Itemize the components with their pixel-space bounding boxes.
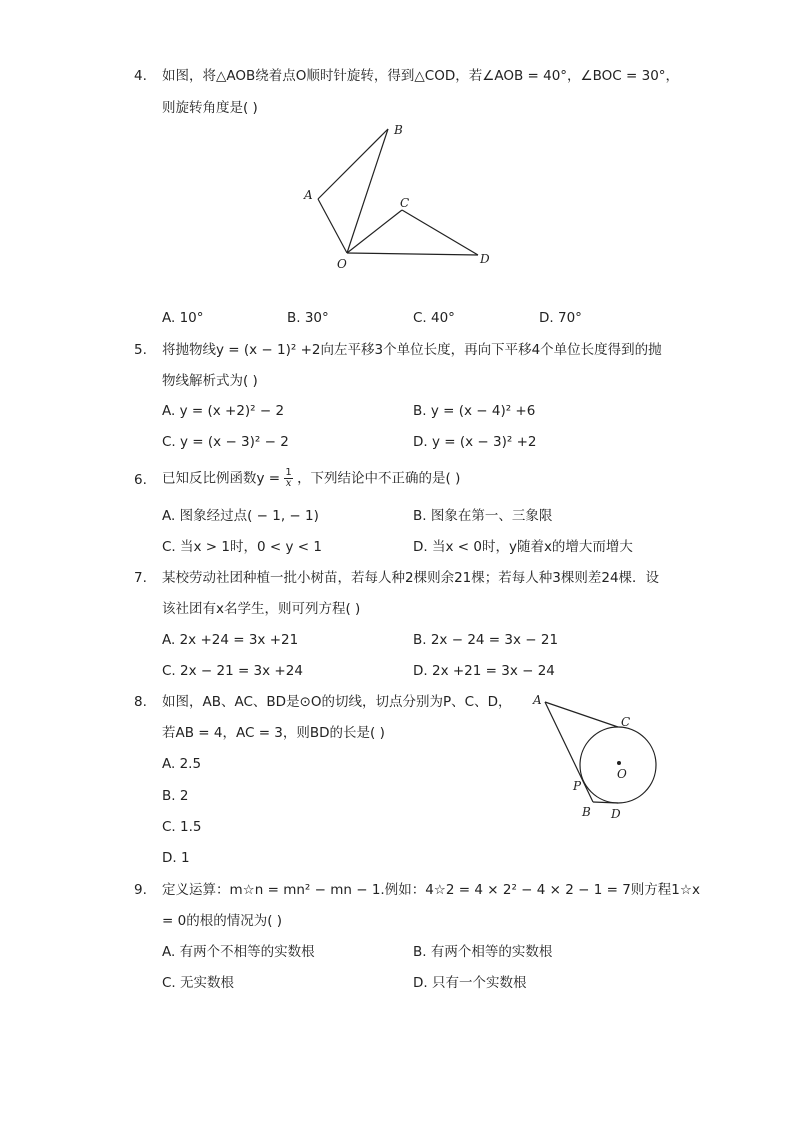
question-number: 6. xyxy=(134,472,147,488)
label-d: D xyxy=(611,807,621,821)
option-a: A. 有两个不相等的实数根 xyxy=(162,944,315,960)
question-text-line-1: 某校劳动社团种植一批小树苗，若每人种2棵则余21棵；若每人种3棵则差24棵．设 xyxy=(162,570,660,586)
tangent-bd xyxy=(593,802,618,803)
question-text-line-2: 若AB = 4，AC = 3，则BD的长是( ) xyxy=(162,725,385,741)
option-c: C. 40° xyxy=(413,310,455,326)
label-p: P xyxy=(573,779,582,793)
option-d: D. 2x +21 = 3x − 24 xyxy=(413,663,555,679)
option-a: A. 2x +24 = 3x +21 xyxy=(162,632,299,648)
question-number: 8. xyxy=(134,694,147,710)
tangent-ab xyxy=(545,702,593,802)
label-o: O xyxy=(337,257,347,271)
option-b: B. 图象在第一、三象限 xyxy=(413,508,553,524)
option-d: D. 当x < 0时，y随着x的增大而增大 xyxy=(413,539,633,555)
option-d: D. 70° xyxy=(539,310,582,326)
question-text-start: 已知反比例函数y = xyxy=(162,470,281,487)
question-text-line-1: 将抛物线y = (x − 1)² +2向左平移3个单位长度，再向下平移4个单位长度得到的抛 xyxy=(162,342,662,358)
option-b: B. 有两个相等的实数根 xyxy=(413,944,553,960)
label-a: A xyxy=(304,188,313,202)
segment-ab xyxy=(318,129,388,199)
option-c: C. 无实数根 xyxy=(162,975,235,991)
question-text-end: ，下列结论中不正确的是( ) xyxy=(297,470,461,487)
label-c: C xyxy=(621,715,631,729)
segment-od xyxy=(347,253,478,255)
option-a: A. 10° xyxy=(162,310,204,326)
segment-ao xyxy=(318,199,347,253)
option-b: B. 2x − 24 = 3x − 21 xyxy=(413,632,559,648)
segment-oc xyxy=(347,210,402,253)
question-text-line-2: 则旋转角度是( ) xyxy=(162,100,258,116)
label-o: O xyxy=(617,767,627,781)
option-b: B. 2 xyxy=(162,788,189,804)
question-number: 9. xyxy=(134,882,147,898)
circle-o xyxy=(580,727,656,803)
label-c: C xyxy=(400,196,410,210)
question-text-line-1: 如图，将△AOB绕着点O顺时针旋转，得到△COD，若∠AOB = 40°，∠BOC = 30°， xyxy=(162,68,680,84)
tangent-circle-figure xyxy=(528,690,668,825)
fraction-denominator: x xyxy=(285,478,292,489)
option-c: C. 当x > 1时，0 < y < 1 xyxy=(162,539,322,555)
question-number: 7. xyxy=(134,570,147,586)
option-c: C. 1.5 xyxy=(162,819,202,835)
rotation-figure xyxy=(290,118,510,278)
question-number: 5. xyxy=(134,342,147,358)
center-point xyxy=(617,761,621,765)
question-text-line-2: 物线解析式为( ) xyxy=(162,373,258,389)
question-text-line-1: 定义运算：m☆n = mn² − mn − 1.例如：4☆2 = 4 × 2² − 4 × 2 − 1 = 7则方程1☆x xyxy=(162,882,700,898)
option-d: D. 1 xyxy=(162,850,190,866)
label-b: B xyxy=(394,123,403,137)
option-d: D. y = (x − 3)² +2 xyxy=(413,434,537,450)
segment-bo xyxy=(347,129,388,253)
option-d: D. 只有一个实数根 xyxy=(413,975,527,991)
option-a: A. 图象经过点( − 1, − 1) xyxy=(162,508,319,524)
fraction xyxy=(284,468,292,489)
option-a: A. 2.5 xyxy=(162,756,202,772)
label-b: B xyxy=(582,805,591,819)
question-text-line-2: = 0的根的情况为( ) xyxy=(162,913,283,929)
question-text-line-1 xyxy=(162,468,460,489)
question-text-line-2: 该社团有x名学生，则可列方程( ) xyxy=(162,601,361,617)
option-b: B. y = (x − 4)² +6 xyxy=(413,403,536,419)
option-a: A. y = (x +2)² − 2 xyxy=(162,403,285,419)
question-text-line-1: 如图，AB、AC、BD是⊙O的切线，切点分别为P、C、D， xyxy=(162,694,512,710)
option-b: B. 30° xyxy=(287,310,329,326)
label-a: A xyxy=(533,693,542,707)
tangent-ac xyxy=(545,702,618,727)
option-c: C. y = (x − 3)² − 2 xyxy=(162,434,289,450)
option-c: C. 2x − 21 = 3x +24 xyxy=(162,663,303,679)
question-number: 4. xyxy=(134,68,147,84)
label-d: D xyxy=(480,252,490,266)
segment-cd xyxy=(402,210,478,255)
fraction-numerator: 1 xyxy=(285,467,292,478)
